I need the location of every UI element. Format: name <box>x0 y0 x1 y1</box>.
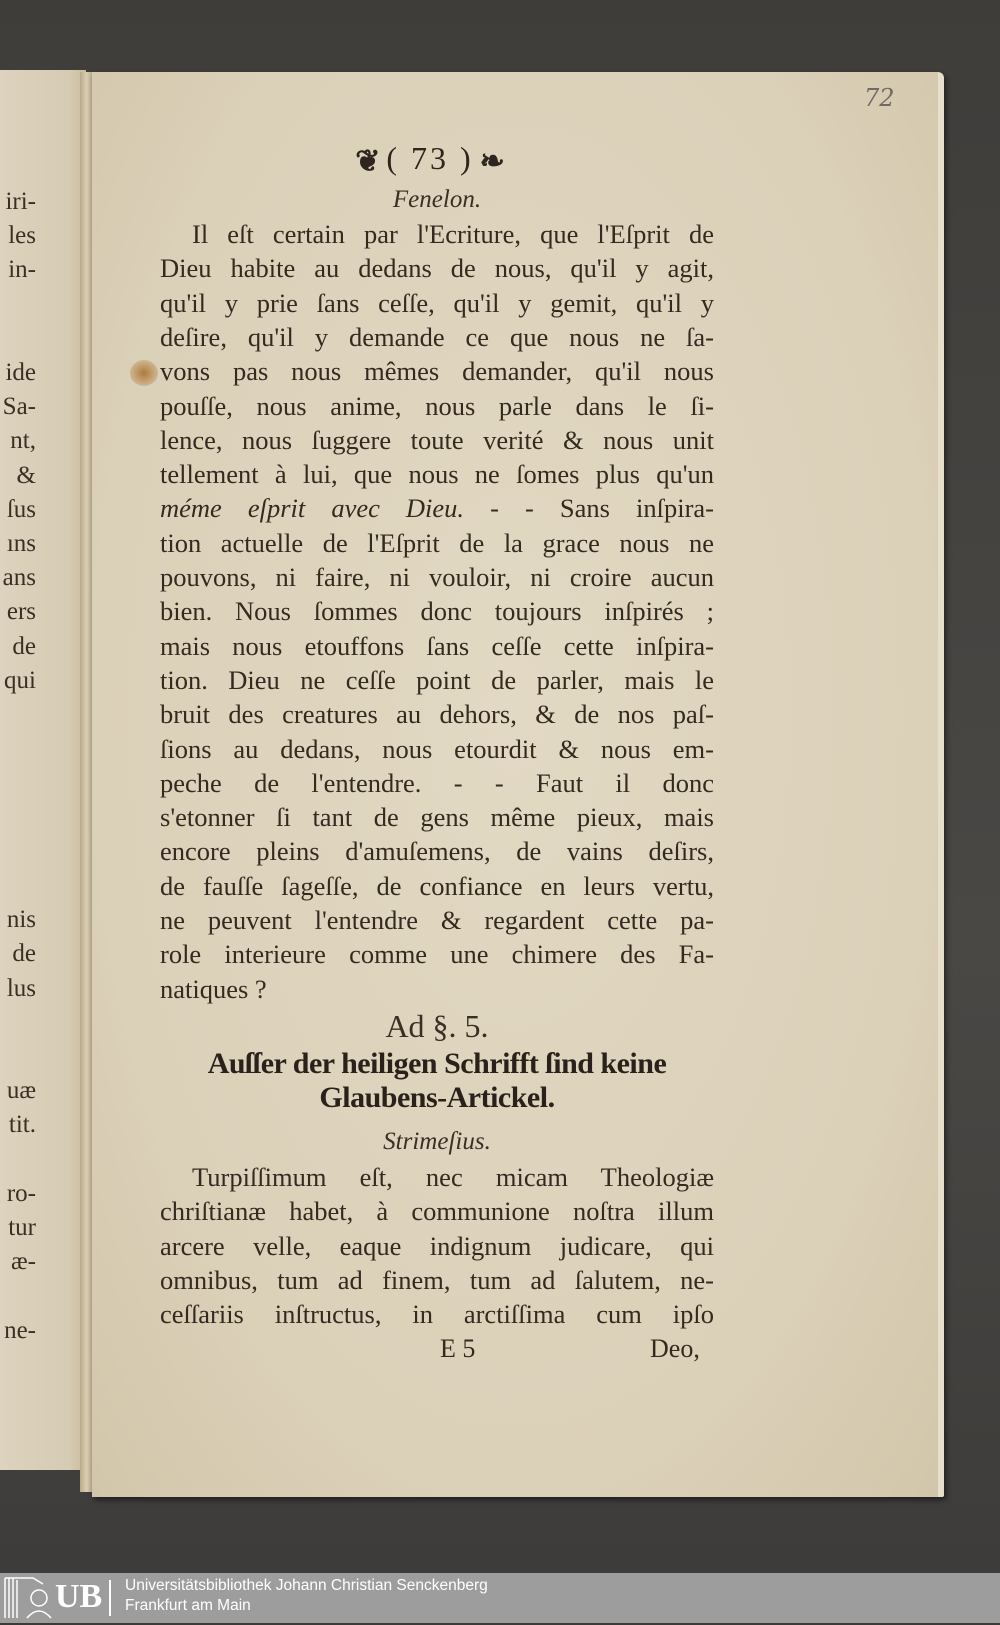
line-text: pouvons, ni faire, ni vouloir, ni croire aucun <box>160 562 714 592</box>
left-page-fragment: Sa- <box>2 393 36 421</box>
line-text: ſions au dedans, nous etourdit & nous em- <box>160 733 714 764</box>
line-text: pouſſe, nous anime, nous parle dans le ſi- <box>160 390 714 421</box>
left-page-fragment: de <box>12 940 36 968</box>
text-line <box>160 631 714 661</box>
line-text: ne peuvent l'entendre & regardent cette pa- <box>160 905 714 935</box>
text-line <box>160 1162 714 1192</box>
logo-divider <box>109 1580 111 1616</box>
line-text: peche de l'entendre. - - Faut il donc <box>160 767 714 798</box>
left-page-fragment: de <box>12 632 36 660</box>
left-page-fragment: nis <box>6 906 36 934</box>
text-line <box>160 1196 714 1226</box>
left-page-fragment: ro- <box>6 1179 36 1207</box>
line-text: tion actuelle de l'Eſprit de la grace nous ne <box>160 527 714 558</box>
text-line <box>160 836 714 866</box>
library-name: Universitätsbibliothek Johann Christian Senckenberg <box>125 1577 488 1594</box>
text-line <box>160 219 714 249</box>
line-text: Dieu habite au dedans de nous, qu'il y agit, <box>160 253 714 284</box>
left-page-fragment: ıns <box>6 530 36 557</box>
text-line <box>160 288 714 318</box>
left-page-fragment: ans <box>2 564 36 592</box>
left-page-fragment: tit. <box>8 1111 36 1139</box>
text-line <box>160 1299 714 1329</box>
line-text: bien. Nous ſommes donc toujours inſpirés ; <box>160 596 714 627</box>
line-text: natiques ? <box>160 973 267 1004</box>
left-page-fragment: lus <box>6 974 36 1002</box>
line-text: - - Sans inſpira- <box>464 493 714 524</box>
text-line <box>160 768 714 798</box>
page-number: ( 73 ) <box>386 140 474 176</box>
fraktur-title-line-2: Glaubens-Artickel. <box>319 1081 555 1114</box>
fraktur-title-line-1: Auſſer der heiligen Schrifft ſind keine <box>207 1047 667 1080</box>
left-page-fragment: ne- <box>4 1316 36 1344</box>
text-line <box>160 939 714 969</box>
left-page-fragment: ide <box>5 359 36 386</box>
section2-author: Strimeſius. <box>383 1128 491 1155</box>
text-line <box>160 699 714 729</box>
ornament-right-icon: ❧ <box>479 145 505 179</box>
text-line <box>160 1231 714 1261</box>
handwritten-folio-number: 72 <box>864 84 895 112</box>
left-page-fragment: ſus <box>6 495 36 523</box>
text-line <box>160 665 714 695</box>
left-page-fragment: æ- <box>11 1248 36 1276</box>
line-text: Turpiſſimum eſt, nec micam Theologiæ <box>192 1162 714 1192</box>
library-building-icon <box>3 1576 53 1620</box>
left-page-fragment: tur <box>8 1214 36 1241</box>
line-text: chriſtianæ habet, à communione noſtra illum <box>160 1196 714 1227</box>
library-footer <box>0 1573 1000 1623</box>
ornament-left-icon: ❦ <box>355 145 381 179</box>
text-line <box>160 391 714 421</box>
section2-heading: Ad §. 5. <box>385 1008 489 1044</box>
line-text: omnibus, tum ad finem, tum ad ſalutem, ne- <box>160 1264 714 1295</box>
line-text: deſire, qu'il y demande ce que nous ne ſa- <box>160 321 714 352</box>
signature-mark: E 5 <box>440 1334 476 1363</box>
left-page-fragment: qui <box>4 666 36 694</box>
italic-phrase: méme eſprit avec Dieu. <box>160 493 465 524</box>
text-line <box>160 871 714 901</box>
line-text: lence, nous ſuggere toute verité & nous unit <box>160 424 714 455</box>
left-page-fragment: & <box>16 461 36 489</box>
text-line <box>160 528 714 558</box>
line-text: Il eſt certain par l'Ecriture, que l'Eſprit de <box>192 219 714 249</box>
line-text: ceſſariis inſtructus, in arctiſſima cum ipſo <box>160 1299 714 1330</box>
text-line <box>160 253 714 283</box>
line-text: bruit des creatures au dehors, & de nos paſ- <box>160 699 714 730</box>
left-page-fragment: uæ <box>6 1077 36 1105</box>
line-text: vons pas nous mêmes demander, qu'il nous <box>160 356 714 387</box>
line-text: s'etonner ſi tant de gens même pieux, mais <box>160 802 714 833</box>
text-line <box>160 459 714 489</box>
left-page-fragment: ers <box>6 598 36 626</box>
left-page-fragment: nt, <box>10 427 36 455</box>
left-page-fragment: iri- <box>5 188 36 215</box>
line-text: tellement à lui, que nous ne ſomes plus qu'un <box>160 459 714 490</box>
line-text: role interieure comme une chimere des Fa- <box>160 939 714 970</box>
text-line <box>160 322 714 352</box>
text-line <box>160 1265 714 1295</box>
paper-stain <box>130 360 158 386</box>
text-line <box>160 802 714 832</box>
text-line <box>160 974 714 1004</box>
text-line <box>160 905 714 935</box>
line-text: encore pleins d'amuſemens, de vains deſirs, <box>160 836 714 867</box>
text-line <box>160 596 714 626</box>
text-line <box>160 425 714 455</box>
line-text: arcere velle, eaque indignum judicare, qui <box>160 1230 714 1261</box>
text-line <box>160 562 714 592</box>
page-header <box>320 140 540 179</box>
text-line <box>160 734 714 764</box>
library-city: Frankfurt am Main <box>125 1597 251 1614</box>
ub-logo[interactable] <box>3 1576 113 1620</box>
text-line <box>160 493 714 523</box>
line-text: qu'il y prie ſans ceſſe, qu'il y gemit, qu'il y <box>160 287 714 318</box>
line-text: tion. Dieu ne ceſſe point de parler, mais le <box>160 664 714 695</box>
line-text: mais nous etouffons ſans ceſſe cette inſpira- <box>160 630 714 661</box>
left-page-fragment: les <box>8 222 36 250</box>
section1-author: Fenelon. <box>392 186 482 213</box>
text-line <box>160 356 714 386</box>
catchword: Deo, <box>650 1334 700 1363</box>
logo-text: UB <box>55 1578 103 1615</box>
line-text: de fauſſe ſageſſe, de confiance en leurs vertu, <box>160 870 714 901</box>
left-page-fragment: in- <box>8 256 36 284</box>
